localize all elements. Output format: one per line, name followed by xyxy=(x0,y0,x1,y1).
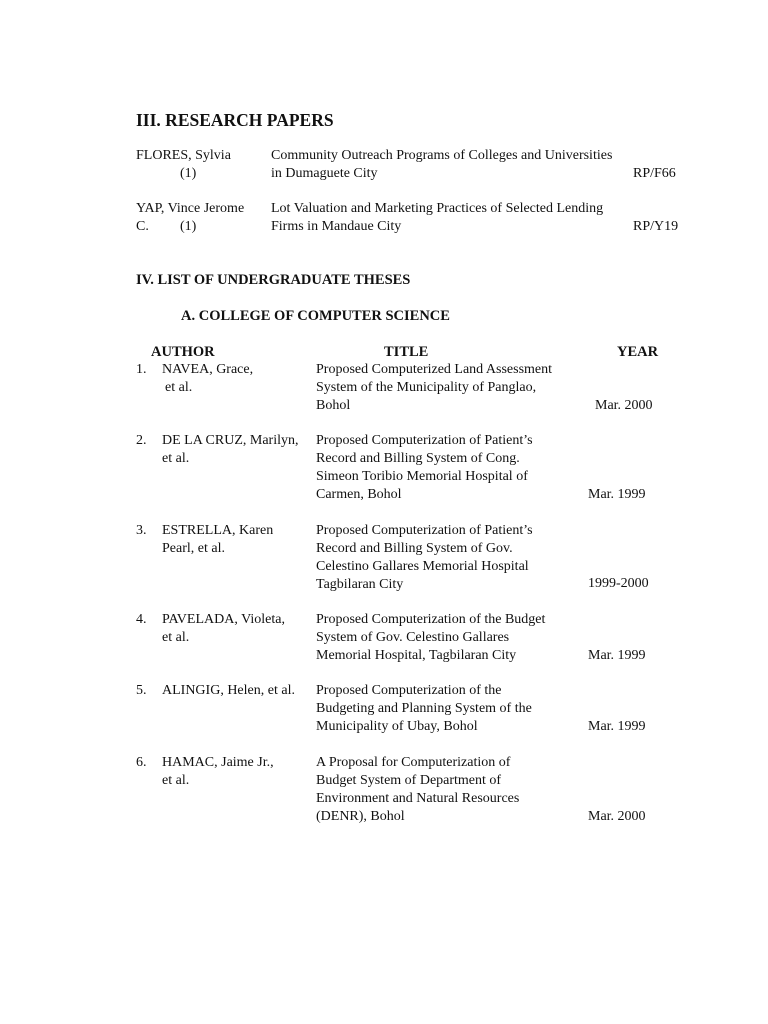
entry-title xyxy=(316,432,533,504)
title-line: Proposed Computerized Land Assessment xyxy=(316,362,553,377)
paper-title-line: Community Outreach Programs of Colleges and Universities xyxy=(271,148,613,163)
entry-author xyxy=(162,754,274,790)
title-line: Budget System of Department of xyxy=(316,773,502,788)
author-line: et al. xyxy=(162,451,190,466)
author-line: ALINGIG, Helen, et al. xyxy=(162,683,295,698)
author-line: DE LA CRUZ, Marilyn, xyxy=(162,433,299,448)
title-line: A Proposal for Computerization of xyxy=(316,755,511,770)
title-line: Proposed Computerization of the Budget xyxy=(316,612,546,627)
paper-author-suffix: C. xyxy=(136,219,149,234)
author-line: et al. xyxy=(165,380,193,395)
title-line: Proposed Computerization of the xyxy=(316,683,502,698)
author-line: Pearl, et al. xyxy=(162,541,225,556)
entry-title xyxy=(316,611,545,665)
paper-author: YAP, Vince Jerome xyxy=(136,201,245,216)
entry-year: Mar. 2000 xyxy=(595,398,653,413)
author-line: et al. xyxy=(162,630,190,645)
title-line: (DENR), Bohol xyxy=(316,809,405,824)
entry-author xyxy=(162,361,253,397)
author-column-header: AUTHOR xyxy=(151,344,215,360)
entry-number: 4. xyxy=(136,612,147,627)
author-line: ESTRELLA, Karen xyxy=(162,523,274,538)
entry-number: 6. xyxy=(136,755,147,770)
paper-copies: (1) xyxy=(180,166,197,181)
author-line: NAVEA, Grace, xyxy=(162,362,254,377)
entry-year: 1999-2000 xyxy=(588,576,649,591)
title-line: Simeon Toribio Memorial Hospital of xyxy=(316,469,528,484)
entry-title xyxy=(316,522,533,594)
entry-title xyxy=(316,754,519,826)
title-line: System of the Municipality of Panglao, xyxy=(316,380,537,395)
title-line: Tagbilaran City xyxy=(316,577,404,592)
entry-author xyxy=(162,522,273,558)
research-papers-heading: III. RESEARCH PAPERS xyxy=(136,110,334,130)
entry-year: Mar. 1999 xyxy=(588,719,646,734)
title-column-header: TITLE xyxy=(384,344,429,360)
entry-title xyxy=(316,361,552,415)
paper-copies: (1) xyxy=(180,219,197,234)
entry-year: Mar. 1999 xyxy=(588,648,646,663)
title-line: Celestino Gallares Memorial Hospital xyxy=(316,559,529,574)
paper-title-line: Firms in Mandaue City xyxy=(271,219,402,234)
title-line: Memorial Hospital, Tagbilaran City xyxy=(316,648,517,663)
title-line: Record and Billing System of Gov. xyxy=(316,541,513,556)
entry-author xyxy=(162,432,299,468)
year-column-header: YEAR xyxy=(617,344,659,360)
entry-number: 3. xyxy=(136,523,147,538)
entry-number: 1. xyxy=(136,362,147,377)
entry-title xyxy=(316,682,532,736)
paper-title-line: Lot Valuation and Marketing Practices of Selected Lending xyxy=(271,201,604,216)
paper-call-number: RP/Y19 xyxy=(633,219,679,234)
entry-number: 5. xyxy=(136,683,147,698)
entry-year: Mar. 1999 xyxy=(588,487,646,502)
entry-author xyxy=(162,682,295,700)
title-line: Carmen, Bohol xyxy=(316,487,402,502)
author-line: HAMAC, Jaime Jr., xyxy=(162,755,274,770)
title-line: Environment and Natural Resources xyxy=(316,791,520,806)
paper-author: FLORES, Sylvia xyxy=(136,148,231,163)
paper-call-number: RP/F66 xyxy=(633,166,676,181)
theses-heading: IV. LIST OF UNDERGRADUATE THESES xyxy=(136,272,411,288)
title-line: Proposed Computerization of Patient’s xyxy=(316,523,533,538)
author-line: PAVELADA, Violeta, xyxy=(162,612,285,627)
title-line: Proposed Computerization of Patient’s xyxy=(316,433,533,448)
title-line: Municipality of Ubay, Bohol xyxy=(316,719,478,734)
author-line: et al. xyxy=(162,773,190,788)
college-heading: A. COLLEGE OF COMPUTER SCIENCE xyxy=(181,308,450,324)
entry-author xyxy=(162,611,285,647)
title-line: Bohol xyxy=(316,398,351,413)
entry-number: 2. xyxy=(136,433,147,448)
title-line: Budgeting and Planning System of the xyxy=(316,701,532,716)
title-line: Record and Billing System of Cong. xyxy=(316,451,520,466)
entry-year: Mar. 2000 xyxy=(588,809,646,824)
title-line: System of Gov. Celestino Gallares xyxy=(316,630,510,645)
paper-title-line: in Dumaguete City xyxy=(271,166,378,181)
